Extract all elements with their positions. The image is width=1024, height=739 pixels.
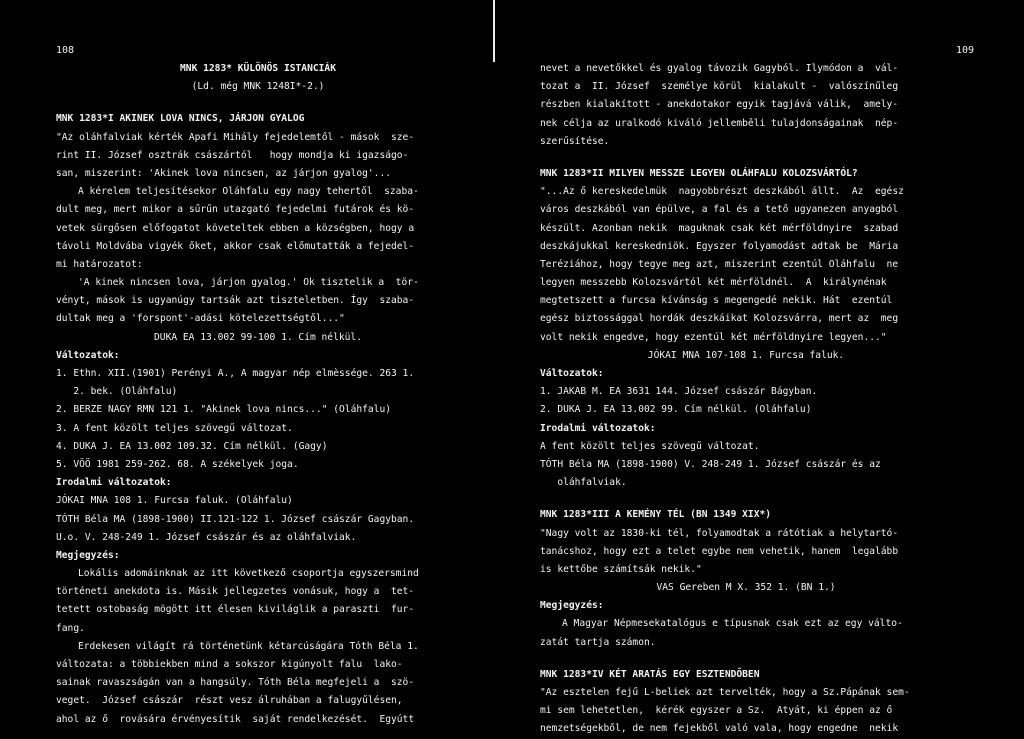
heading-line: Változatok:: [56, 349, 120, 361]
text-line: TÓTH Béla MA (1898-1900) V. 248-249 1. József császár és az: [540, 458, 881, 470]
text-line: 1. JAKAB M. EA 3631 144. József császár Bágyban.: [540, 386, 818, 398]
text-line: "Nagy volt az 1830-ki tél, folyamodtak a rátótiak a helytartó-: [540, 527, 899, 539]
right-text-column: [540, 60, 952, 739]
text-line: is kettőbe számítsák nekik.": [540, 563, 702, 575]
text-line: szerűsítése.: [540, 135, 610, 147]
text-line: 2. bek. (Oláhfalu): [56, 386, 178, 398]
text-line: Teréziához, hogy tegye meg azt, miszerint ezentúl Oláhfalu ne: [540, 258, 899, 270]
page-number: 109: [955, 45, 974, 56]
text-line: rint II. József osztrák császártól hogy mondja ki igazságo-: [56, 149, 409, 161]
heading-line: Megjegyzés:: [56, 549, 120, 561]
text-line: részben kialakított - anekdotakor egyik tagjává válik, amely-: [540, 99, 899, 111]
section-gap: [540, 492, 952, 506]
text-line: város deszkából van épülve, a fal és a tető ugyanezen anyagból: [540, 204, 899, 216]
text-line: nek célja az uralkodó kiváló jellemběli tulajdonságainak nép-: [540, 117, 899, 129]
text-line: A fent közölt teljes szövegű változat.: [540, 440, 760, 452]
text-line: tetett ostobaság mögött itt élesen kiviláglik a paraszti fur-: [56, 604, 415, 616]
text-line: deszkájukkal kereskedniök. Egyszer folyamodást adtak be Mária: [540, 240, 899, 252]
text-line: dultak meg a 'forspont'-adási kötelezettségtől...": [56, 313, 345, 325]
text-line: "Az esztelen fejű L-beliek azt tervelték, hogy a Sz.Pápának sem-: [540, 687, 910, 698]
text-line: "Az oláhfalviak kérték Apafi Mihály fejedelemtől - mások sze-: [56, 131, 415, 143]
text-line: veget. József császár részt vesz álruhában a falugyűlésen,: [56, 695, 403, 707]
text-line: fang.: [56, 622, 85, 634]
text-line: történeti anekdota is. Másik jellegzetes vonásuk, hogy a tet-: [56, 586, 415, 598]
heading-line: MNK 1283*I AKINEK LOVA NINCS, JÁRJON GYALOG: [56, 113, 305, 125]
text-line: TÓTH Béla MA (1898-1900) II.121-122 1. József császár Gagyban.: [56, 513, 415, 525]
heading-line: MNK 1283* KÜLÖNÖS ISTANCIÁK: [180, 63, 336, 74]
text-line: 4. DUKA J. EA 13.002 109.32. Cím nélkül. (Gagy): [56, 440, 328, 452]
heading-line: Irodalmi változatok:: [56, 477, 172, 489]
text-line: tanácshoz, hogy ezt a telet egybe nem vehetik, hanem legalább: [540, 545, 899, 557]
text-line: 1. Ethn. XII.(1901) Perényi A., A magyar nép elmèssége. 263 1.: [56, 368, 415, 379]
text-line: oláhfalviak.: [540, 477, 627, 489]
heading-line: Megjegyzés:: [540, 600, 604, 612]
text-line: Lokális adomáinknak az itt következő csoportja egyszersmind: [78, 568, 419, 580]
text-line: tozat a II. József személye körül kialakult - valószínűleg: [540, 81, 899, 93]
text-line: egész biztossággal hordák deszkáikat Kolozsvárra, mert az meg: [540, 313, 899, 325]
text-line: vényt, mások is ugyanúgy tartsák azt tiszteletben. Így szaba-: [56, 295, 415, 307]
text-line: san, miszerint: 'Akinek lova nincsen, az járjon gyalog'...: [56, 167, 392, 179]
text-line: 2. BERZE NAGY RMN 121 1. "Akinek lova nincs..." (Oláhfalu): [56, 404, 392, 416]
text-line: sainak ravaszságán van a hangsúly. Tóth Béla megfejeli a szö-: [56, 677, 415, 689]
text-line: "...Az ő kereskedelmük nagyobbrészt deszkából állt. Az egész: [540, 186, 904, 198]
heading-line: MNK 1283*III A KEMÉNY TÉL (BN 1349 XIX*): [540, 509, 772, 521]
text-line: A kérelem teljesítésekor Oláhfalu egy nagy tehertől szaba-: [78, 186, 419, 198]
text-line: A Magyar Népmesekatalógus e típusnak csak ezt az egy válto-: [562, 618, 903, 630]
text-line: ahol az ő rovására érvényesítik saját rendelkezését. Egyútt: [56, 713, 415, 725]
section-gap: [56, 96, 460, 110]
page-number: 108: [56, 45, 75, 56]
text-line: 5. VÖÖ 1981 259-262. 68. A székelyek joga.: [56, 458, 299, 470]
text-line: megtetszett a furcsa kívánság s megengedé nekik. Hát ezentúl: [540, 295, 893, 307]
text-line: dult meg, mert mikor a sűrűn utazgató fejedelmi futárok és kö-: [56, 204, 415, 216]
text-line: DUKA EA 13.002 99-100 1. Cím nélkül.: [154, 331, 362, 343]
right-page: [510, 0, 1024, 735]
heading-line: MNK 1283*II MILYEN MESSZE LEGYEN OLÁHFALU KOLOZSVÁRTÓL?: [540, 167, 858, 179]
text-line: JÓKAI MNA 107-108 1. Furcsa faluk.: [647, 349, 845, 361]
left-page: [0, 0, 500, 725]
text-line: vetek sürgősen előfogatot követeltek ebben a községben, hogy a: [56, 222, 415, 234]
section-gap: [540, 151, 952, 165]
text-line: (Ld. még MNK 1248I*-2.): [191, 81, 325, 93]
text-line: volt nekik engedve, hogy ezentúl két mérföldnyire legyen...": [540, 331, 887, 343]
text-line: legyen messzebb Kolozsvártól két mérföldnél. A királynénak: [540, 277, 887, 289]
text-line: Erdekesen világít rá történetünk kétarcúságára Tóth Béla 1.: [78, 640, 419, 652]
text-line: távoli Moldvába vigyék őket, akkor csak előmutatták a fejedel-: [56, 240, 415, 252]
text-line: 'A kinek nincsen lova, járjon gyalog.' Ok tisztelik a tör-: [78, 277, 419, 289]
text-line: nemzetségekből, de nem fejekből való vala, hogy engedne nekik: [540, 723, 899, 735]
text-line: JÓKAI MNA 108 1. Furcsa faluk. (Oláhfalu): [56, 495, 293, 507]
text-line: VAS Gereben M X. 352 1. (BN 1.): [656, 582, 836, 594]
text-line: zatát tartja számon.: [540, 636, 656, 648]
heading-line: MNK 1283*IV KÉT ARATÁS EGY ESZTENDŐBEN: [540, 668, 760, 680]
text-line: nevet a nevetőkkel és gyalog távozik Gagyból. Ilymódon a vál-: [540, 63, 899, 74]
text-line: U.o. V. 248-249 1. József császár és az oláhfalviak.: [56, 531, 357, 543]
section-gap: [540, 652, 952, 666]
text-line: 2. DUKA J. EA 13.002 99. Cím nélkül. (Oláhfalu): [540, 404, 812, 416]
heading-line: Irodalmi változatok:: [540, 422, 656, 434]
left-text-column: [56, 60, 460, 729]
text-line: készült. Azonban nekik maguknak csak két mérföldnyire szabad: [540, 222, 899, 234]
text-line: mi határozatot:: [56, 258, 143, 270]
text-line: mi sem lehetetlen, kérék egyszer a Sz. Atyát, ki éppen az ő: [540, 705, 893, 717]
text-line: változata: a többiekben mind a sokszor kigúnyolt falu lako-: [56, 659, 403, 670]
text-line: 3. A fent közölt teljes szövegű változat.: [56, 422, 293, 434]
heading-line: Változatok:: [540, 368, 604, 379]
